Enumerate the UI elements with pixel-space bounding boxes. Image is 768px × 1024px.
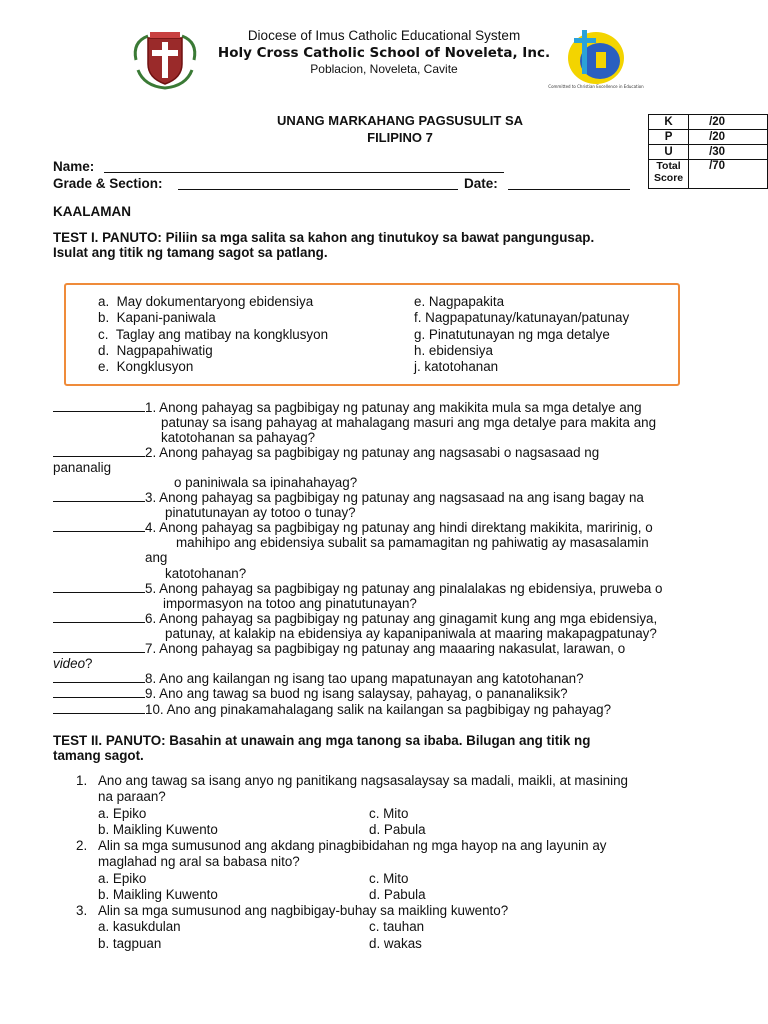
choice-item: h. ebidensiya [414, 342, 493, 358]
question-8 [53, 671, 584, 686]
question-text: patunay sa isang pahayag at mahalagang masuri ang mga detalye para makita ang [161, 415, 657, 430]
question-text: Alin sa mga sumusunod ang nagbibigay-buhay sa maikling kuwento? [98, 903, 509, 918]
choice-item [98, 359, 328, 375]
answer-blank[interactable] [53, 581, 145, 593]
choice-letter: a. [98, 294, 110, 309]
test2-instruction: TEST II. PANUTO: Basahin at unawain ang mga tanong sa ibaba. Bilugan ang titik ng [53, 733, 591, 748]
question-10 [53, 702, 611, 717]
question-text: 10. Ano ang pinakamahalagang salik na kailangan sa pagbibigay ng pahayag? [145, 702, 612, 717]
question-text: impormasyon na totoo ang pinatutunayan? [163, 596, 417, 611]
date-field[interactable] [508, 189, 630, 190]
diocese-line: Diocese of Imus Catholic Educational System [247, 28, 521, 43]
question-number: 3. [76, 903, 88, 918]
grade-section-label: Grade & Section: [53, 176, 163, 191]
score-label: P [649, 130, 689, 145]
question-text: 5. Anong pahayag sa pagbibigay ng patunay ang pinalalakas ng ebidensiya, pruweba o [145, 581, 663, 596]
option-c[interactable]: c. tauhan [369, 919, 425, 934]
answer-blank[interactable] [53, 445, 145, 457]
choices-left-list [98, 294, 328, 375]
choice-text: Taglay ang matibay na kongklusyon [115, 326, 329, 342]
answer-blank[interactable] [53, 702, 145, 714]
score-table [648, 114, 768, 189]
choice-item [98, 294, 328, 310]
choice-item: j. katotohanan [414, 359, 499, 375]
option-a[interactable]: a. kasukdulan [98, 919, 181, 934]
answer-blank[interactable] [53, 490, 145, 502]
choice-text: Kongklusyon [116, 359, 194, 375]
choice-letter: d. [98, 342, 110, 358]
question-3 [53, 490, 644, 505]
choice-letter: b. [98, 310, 110, 326]
option-c[interactable]: c. Mito [369, 871, 409, 886]
school-name: Holy Cross Catholic School of Noveleta, Inc. [217, 45, 551, 61]
exam-title-line2: FILIPINO 7 [367, 130, 433, 145]
score-row-total [649, 160, 768, 189]
logo-tagline: Committed to Christian Excellence in Education [548, 84, 644, 89]
question-text: katotohanan? [165, 566, 247, 581]
choice-item [98, 327, 328, 343]
option-d[interactable]: d. Pabula [369, 822, 426, 837]
question-text-italic: video [53, 656, 86, 671]
answer-blank[interactable] [53, 671, 145, 683]
question-text: patunay, at kalakip na ebidensiya ay kapanipaniwala at maaring makapagpatunay? [165, 626, 657, 641]
answer-blank[interactable] [53, 520, 145, 532]
question-number: 2. [76, 838, 88, 853]
choice-item: g. Pinatutunayan ng mga detalye [414, 326, 610, 342]
score-label: Total Score [649, 160, 689, 189]
question-9 [53, 686, 568, 701]
option-c[interactable]: c. Mito [369, 806, 409, 821]
question-text: o paniniwala sa ipinahahayag? [174, 475, 358, 490]
option-d[interactable]: d. wakas [369, 936, 422, 951]
score-value: /20 [689, 115, 768, 130]
question-2 [53, 445, 725, 460]
question-7 [53, 641, 625, 656]
question-text: na paraan? [98, 789, 166, 804]
question-text: pinatutunayan ay totoo o tunay? [165, 505, 356, 520]
question-6 [53, 611, 657, 626]
question-text-cont [53, 656, 92, 671]
question-text: 4. Anong pahayag sa pagbibigay ng patunay ang hindi direktang makikita, maririnig, o [145, 520, 653, 535]
answer-blank[interactable] [53, 686, 145, 698]
test1-instruction: TEST I. PANUTO: Piliin sa mga salita sa kahon ang tinutukoy sa bawat pangungusap. [53, 230, 595, 245]
question-text: 3. Anong pahayag sa pagbibigay ng patunay ang nagsasaad na ang isang bagay na [145, 490, 644, 505]
question-text: katotohanan sa pahayag? [161, 430, 316, 445]
question-text: 9. Ano ang tawag sa buod ng isang salaysay, pahayag, o pananaliksik? [145, 686, 568, 701]
question-number: 1. [76, 773, 88, 788]
option-a[interactable]: a. Epiko [98, 871, 147, 886]
option-b[interactable]: b. Maikling Kuwento [98, 887, 218, 902]
choice-item [98, 310, 328, 326]
choice-item [98, 343, 328, 359]
option-a[interactable]: a. Epiko [98, 806, 147, 821]
score-value: /70 [689, 160, 768, 189]
score-label: U [649, 145, 689, 160]
answer-blank[interactable] [53, 400, 145, 412]
question-text: Ano ang tawag sa isang anyo ng panitikang nagsasalaysay sa madali, maikli, at masining [98, 773, 628, 788]
school-address: Poblacion, Noveleta, Cavite [310, 62, 458, 76]
choices-right-list [414, 294, 629, 375]
choice-letter: e. [98, 359, 110, 375]
option-b[interactable]: b. Maikling Kuwento [98, 822, 218, 837]
question-text: 8. Ano ang kailangan ng isang tao upang mapatunayan ang katotohanan? [145, 671, 584, 686]
question-5 [53, 581, 662, 596]
choice-text: Kapani-paniwala [116, 310, 216, 326]
choice-item: f. Nagpapatunay/katunayan/patunay [414, 310, 630, 326]
section-heading: KAALAMAN [53, 204, 131, 219]
grade-section-field[interactable] [178, 189, 458, 190]
answer-blank[interactable] [53, 611, 145, 623]
question-text: ang [145, 550, 168, 565]
question-text: 1. Anong pahayag sa pagbibigay ng patunay ang makikita mula sa mga detalye ang [145, 400, 642, 415]
choice-text: May dokumentaryong ebidensiya [116, 294, 314, 309]
score-row-p [649, 130, 768, 145]
choice-text: Nagpapahiwatig [116, 342, 213, 358]
score-row-k [649, 115, 768, 130]
question-4 [53, 520, 653, 535]
option-b[interactable]: b. tagpuan [98, 936, 162, 951]
question-text: ? [85, 656, 93, 671]
question-text: 2. Anong pahayag sa pagbibigay ng patunay ang nagsasabi o nagsasaad ng [145, 445, 600, 460]
score-label: K [649, 115, 689, 130]
date-label: Date: [464, 176, 498, 191]
question-text: maglahad ng aral sa babasa nito? [98, 854, 300, 869]
answer-blank[interactable] [53, 641, 145, 653]
question-text: pananalig [53, 460, 112, 475]
test1-instruction-2: Isulat ang titik ng tamang sagot sa patlang. [53, 245, 328, 260]
question-text: Alin sa mga sumusunod ang akdang pinagbibidahan ng mga hayop na ang layunin ay [98, 838, 607, 853]
score-value: /20 [689, 130, 768, 145]
test2-instruction-2: tamang sagot. [53, 748, 144, 763]
question-1 [53, 400, 642, 415]
choice-letter: c. [98, 326, 109, 342]
question-text: mahihipo ang ebidensiya subalit sa pamamagitan ng pahiwatig ay masasalamin [176, 535, 649, 550]
choice-item: e. Nagpapakita [414, 294, 505, 309]
name-label: Name: [53, 159, 95, 174]
question-text: 6. Anong pahayag sa pagbibigay ng patunay ang ginagamit kung ang mga ebidensiya, [145, 611, 658, 626]
option-d[interactable]: d. Pabula [369, 887, 426, 902]
score-row-u [649, 145, 768, 160]
question-text: 7. Anong pahayag sa pagbibigay ng patunay ang maaaring nakasulat, larawan, o [145, 641, 626, 656]
exam-title-line1: UNANG MARKAHANG PAGSUSULIT SA [276, 113, 524, 128]
score-value: /30 [689, 145, 768, 160]
name-field[interactable] [104, 172, 504, 173]
